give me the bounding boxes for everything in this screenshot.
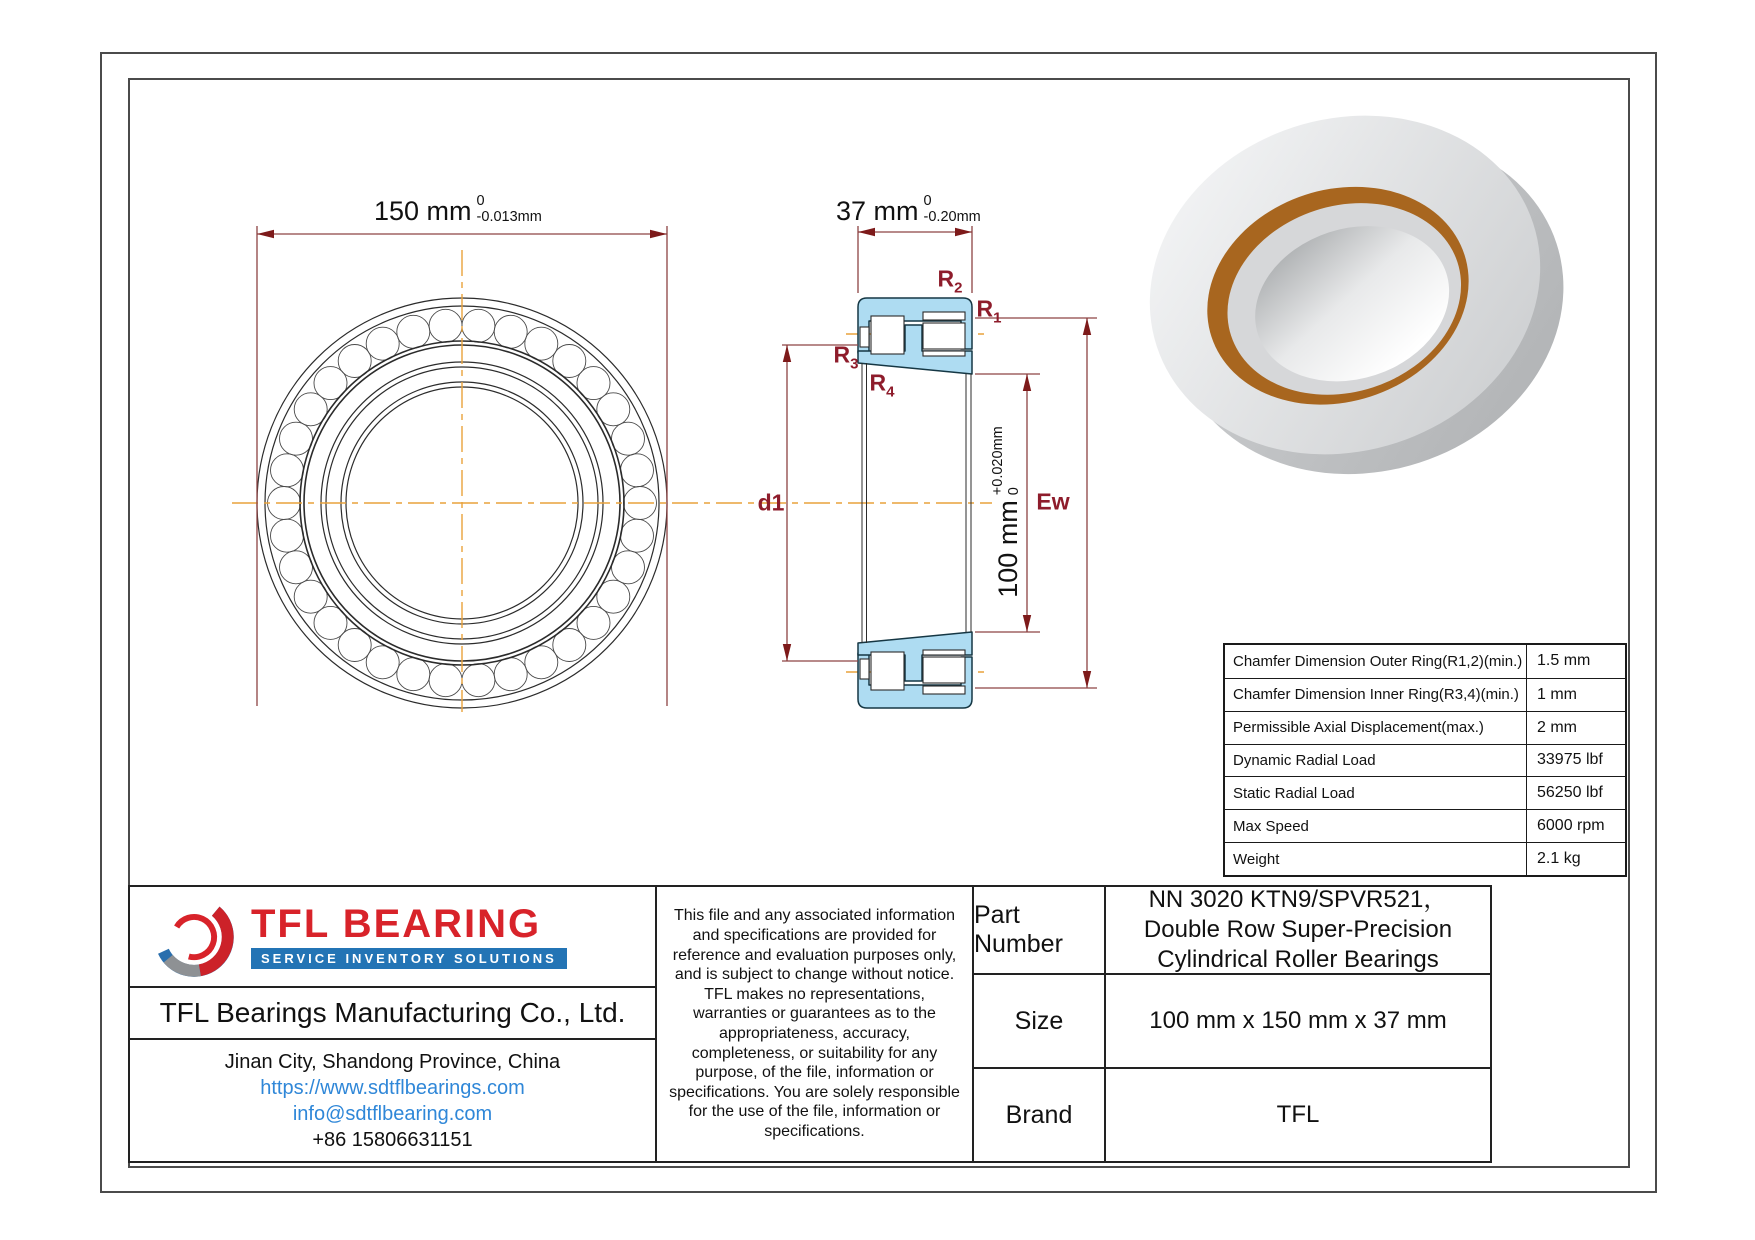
- width-dimension-label: [836, 193, 981, 225]
- ew-label: Ew: [1036, 488, 1070, 515]
- contact-cell: [130, 1040, 657, 1161]
- spec-row-label: Permissible Axial Displacement(max.): [1225, 711, 1527, 744]
- email-link[interactable]: info@sdtflbearing.com: [292, 1102, 493, 1125]
- spec-row-label: Max Speed: [1225, 809, 1527, 842]
- logo-text: [251, 904, 567, 969]
- bore-dimension-label: [990, 426, 1022, 597]
- part-number-label: Part Number: [974, 887, 1106, 975]
- r3-label: $R_3$: [833, 341, 859, 373]
- tfl-logo-icon: [152, 895, 236, 979]
- spec-row-value: 1.5 mm: [1537, 652, 1591, 670]
- spec-row-value: 2 mm: [1527, 711, 1625, 744]
- width-value: 37 mm: [836, 196, 919, 227]
- bearing-3d-image: [1105, 61, 1607, 529]
- spec-table: [1223, 643, 1627, 877]
- size-value: 100 mm x 150 mm x 37 mm: [1106, 975, 1490, 1069]
- title-block: [128, 885, 1492, 1163]
- phone-number: +86 15806631151: [312, 1128, 473, 1151]
- logo-tagline: SERVICE INVENTORY SOLUTIONS: [251, 948, 567, 969]
- r2-label: $R_2$: [937, 265, 963, 297]
- r1-label: $R_1$: [976, 295, 1002, 327]
- spec-row-label: Static Radial Load: [1225, 776, 1527, 809]
- spec-row-label: Chamfer Dimension Outer Ring(R1,2)(min.): [1225, 645, 1527, 678]
- spec-row-label: Chamfer Dimension Inner Ring(R3,4)(min.): [1225, 678, 1527, 711]
- d1-label: d1: [757, 489, 785, 516]
- spec-row-value: 33975 lbf: [1527, 744, 1625, 777]
- bore-tolerance: +0.020mm 0: [989, 426, 1022, 496]
- spec-row-value: 2.1 kg: [1527, 842, 1625, 875]
- disclaimer-text: This file and any associated information and specifications are provided for reference and evaluation purposes only, and is subject to change without notice. TFL makes no representations, warranties or guarantees as to the appropriateness, accuracy, completeness, or suitability for any purpose, of the file, information or specifications. You are solely responsible for the use of the file, information or specifications.: [657, 887, 974, 1161]
- width-tolerance: 0 -0.20mm: [923, 193, 981, 226]
- logo-cell: [130, 887, 657, 988]
- r4-label: $R_4$: [869, 369, 895, 401]
- bore-value: 100 mm: [993, 500, 1024, 598]
- spec-row-label: Weight: [1225, 842, 1527, 875]
- od-tolerance: 0 -0.013mm: [476, 193, 542, 226]
- spec-row-value: 1 mm: [1527, 678, 1625, 711]
- part-number-value: NN 3020 KTN9/SPVR521， Double Row Super-Precision Cylindrical Roller Bearings: [1106, 887, 1490, 975]
- spec-row-value: 56250 lbf: [1527, 776, 1625, 809]
- spec-row-value: 6000 rpm: [1527, 809, 1625, 842]
- brand-label: Brand: [974, 1069, 1106, 1161]
- logo-title: TFL BEARING: [251, 902, 542, 946]
- od-value: 150 mm: [374, 196, 472, 227]
- brand-value: TFL: [1276, 1101, 1320, 1128]
- spec-row-label: Dynamic Radial Load: [1225, 744, 1527, 777]
- od-dimension-label: [374, 193, 542, 225]
- size-label: Size: [974, 975, 1106, 1069]
- website-link[interactable]: https://www.sdtflbearings.com: [260, 1076, 525, 1099]
- company-name: TFL Bearings Manufacturing Co., Ltd.: [130, 988, 657, 1040]
- company-address: Jinan City, Shandong Province, China: [224, 1050, 561, 1073]
